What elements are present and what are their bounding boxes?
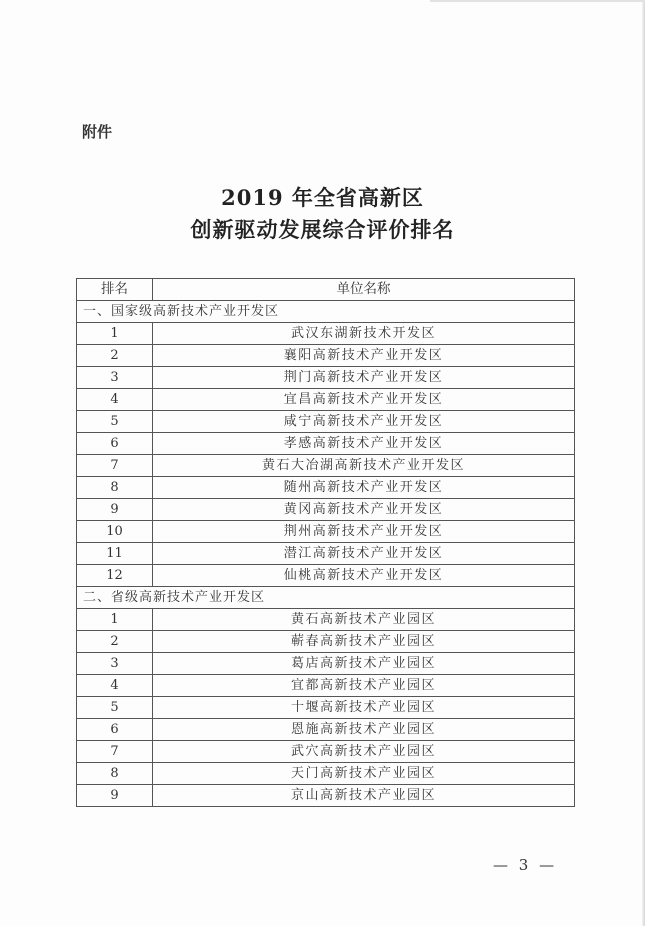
rank-cell: 5: [77, 697, 153, 719]
rank-cell: 11: [77, 543, 153, 565]
header-unit-name: 单位名称: [153, 279, 575, 301]
table-row: [77, 631, 575, 653]
rank-cell: 2: [77, 345, 153, 367]
unit-name-cell: 宜都高新技术产业园区: [153, 675, 575, 697]
rank-cell: 10: [77, 521, 153, 543]
table-row: [77, 719, 575, 741]
unit-name-cell: 宜昌高新技术产业开发区: [153, 389, 575, 411]
unit-name-cell: 荆州高新技术产业开发区: [153, 521, 575, 543]
unit-name-cell: 十堰高新技术产业园区: [153, 697, 575, 719]
rank-cell: 4: [77, 675, 153, 697]
unit-name-cell: 黄石大冶湖高新技术产业开发区: [153, 455, 575, 477]
unit-name-cell: 京山高新技术产业园区: [153, 785, 575, 807]
section-heading-row: [77, 301, 575, 323]
rank-cell: 8: [77, 477, 153, 499]
unit-name-cell: 天门高新技术产业园区: [153, 763, 575, 785]
title-line-1: 2019 年全省高新区: [221, 185, 424, 210]
unit-name-cell: 仙桃高新技术产业开发区: [153, 565, 575, 587]
rank-cell: 3: [77, 653, 153, 675]
section-heading-provincial: 二、省级高新技术产业开发区: [77, 587, 575, 609]
rank-cell: 1: [77, 323, 153, 345]
unit-name-cell: 随州高新技术产业开发区: [153, 477, 575, 499]
rank-cell: 7: [77, 741, 153, 763]
rank-cell: 1: [77, 609, 153, 631]
unit-name-cell: 荆门高新技术产业开发区: [153, 367, 575, 389]
table-row: [77, 367, 575, 389]
rank-cell: 7: [77, 455, 153, 477]
table-row: [77, 763, 575, 785]
table-row: [77, 389, 575, 411]
table-row: [77, 455, 575, 477]
title-line-2: 创新驱动发展综合评价排名: [190, 217, 455, 242]
table-row: [77, 411, 575, 433]
table-row: [77, 543, 575, 565]
rank-cell: 9: [77, 499, 153, 521]
attachment-label: 附件: [82, 123, 113, 141]
table-row: [77, 345, 575, 367]
unit-name-cell: 武汉东湖新技术开发区: [153, 323, 575, 345]
unit-name-cell: 恩施高新技术产业园区: [153, 719, 575, 741]
rank-cell: 12: [77, 565, 153, 587]
table-row: [77, 653, 575, 675]
ranking-table: [76, 278, 575, 807]
table-row: [77, 499, 575, 521]
table-row: [77, 323, 575, 345]
table-row: [77, 565, 575, 587]
rank-cell: 8: [77, 763, 153, 785]
rank-cell: 3: [77, 367, 153, 389]
table-row: [77, 741, 575, 763]
table-row: [77, 609, 575, 631]
table-row: [77, 521, 575, 543]
unit-name-cell: 黄冈高新技术产业开发区: [153, 499, 575, 521]
unit-name-cell: 潜江高新技术产业开发区: [153, 543, 575, 565]
rank-cell: 4: [77, 389, 153, 411]
page-number: — 3 —: [493, 856, 558, 874]
unit-name-cell: 咸宁高新技术产业开发区: [153, 411, 575, 433]
rank-cell: 2: [77, 631, 153, 653]
rank-cell: 9: [77, 785, 153, 807]
table-row: [77, 433, 575, 455]
page-top-edge: [430, 0, 645, 2]
unit-name-cell: 葛店高新技术产业园区: [153, 653, 575, 675]
unit-name-cell: 孝感高新技术产业开发区: [153, 433, 575, 455]
unit-name-cell: 襄阳高新技术产业开发区: [153, 345, 575, 367]
table-row: [77, 697, 575, 719]
table-row: [77, 477, 575, 499]
table-header-row: [77, 279, 575, 301]
section-heading-row: [77, 587, 575, 609]
unit-name-cell: 武穴高新技术产业园区: [153, 741, 575, 763]
rank-cell: 6: [77, 433, 153, 455]
table-row: [77, 785, 575, 807]
rank-cell: 5: [77, 411, 153, 433]
unit-name-cell: 蕲春高新技术产业园区: [153, 631, 575, 653]
rank-cell: 6: [77, 719, 153, 741]
section-heading-national: 一、国家级高新技术产业开发区: [77, 301, 575, 323]
header-rank: 排名: [77, 279, 153, 301]
unit-name-cell: 黄石高新技术产业园区: [153, 609, 575, 631]
table-row: [77, 675, 575, 697]
